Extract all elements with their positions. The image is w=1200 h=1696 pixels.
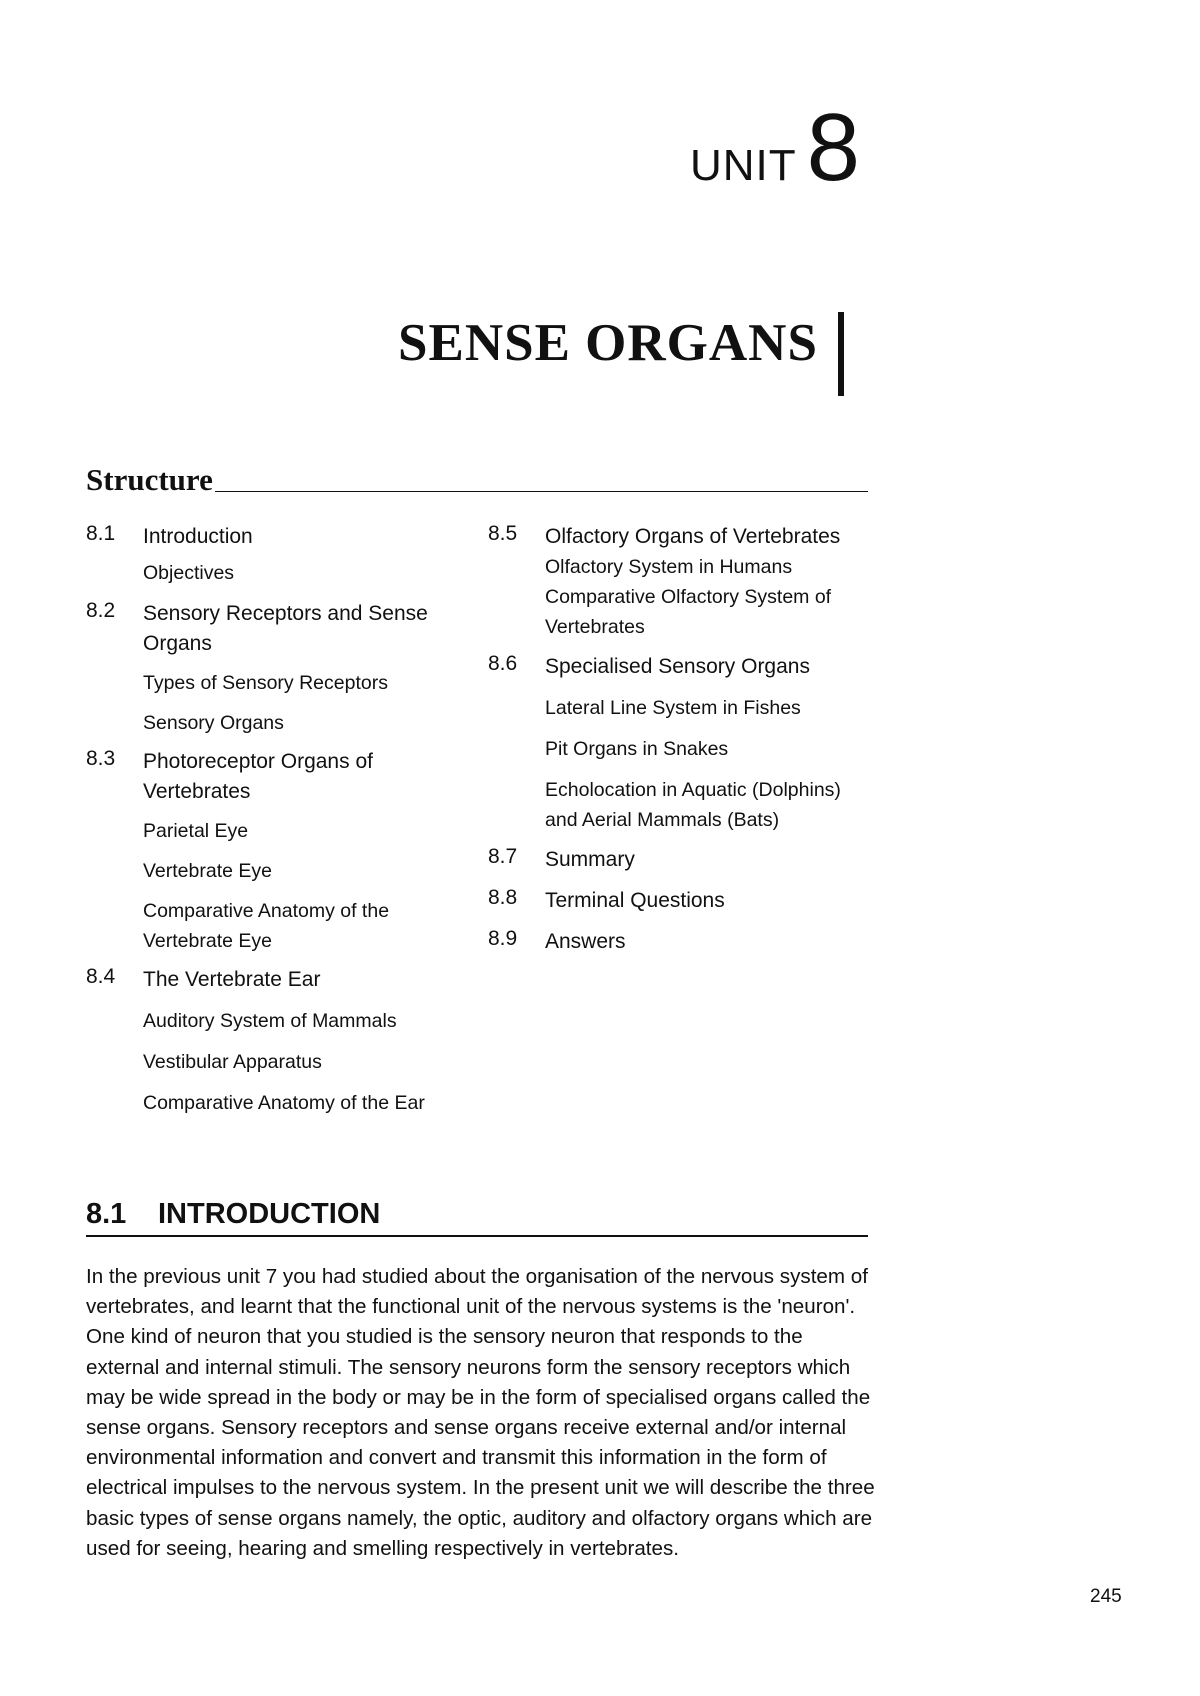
toc-subentry[interactable]: Auditory System of Mammals [143,1010,397,1032]
toc-number: 8.9 [488,927,518,950]
toc-number: 8.8 [488,886,518,909]
toc-number: 8.1 [86,522,116,545]
toc-subentry[interactable]: Vestibular Apparatus [143,1051,322,1073]
toc-subentry[interactable]: Olfactory System in Humans [545,556,793,578]
toc-entry[interactable] [86,965,466,995]
toc-entry[interactable] [488,927,878,957]
toc-entry[interactable] [86,599,466,659]
unit-word: UNIT [690,141,797,190]
unit-title: SENSE ORGANS [398,314,818,372]
toc-number: 8.4 [86,965,116,988]
toc-label: Terminal Questions [545,889,725,912]
toc-number: 8.7 [488,845,518,868]
page-number: 245 [1090,1586,1122,1607]
toc-subentry[interactable]: Parietal Eye [143,820,249,842]
toc-subentry[interactable]: Vertebrate Eye [143,860,272,882]
toc-number: 8.3 [86,747,116,770]
toc-subentry[interactable]: Echolocation in Aquatic (Dolphins) and Aerial Mammals (Bats) [545,779,841,831]
unit-number: 8 [806,94,861,201]
section-title: INTRODUCTION [158,1198,381,1230]
title-vertical-bar [838,312,844,396]
toc-number: 8.2 [86,599,116,622]
structure-heading-label: Structure [86,462,213,497]
toc-entry[interactable] [488,845,878,875]
toc-label: Answers [545,930,626,953]
toc-label: The Vertebrate Ear [143,968,321,991]
toc-label: Summary [545,848,635,871]
section-number: 8.1 [86,1198,127,1230]
intro-paragraph: In the previous unit 7 you had studied about the organisation of the nervous system of vertebrates, and learnt that the functional unit of the nervous systems is the 'neuron'. One kind of neuron that you studied is the sensory neuron that responds to the external and internal stimuli. The sensory neurons form the sensory receptors which may be wide spread in the body or may be in the form of specialised organs called the sense organs. Sensory receptors and sense organs receive external and/or internal environmental information and convert and transmit this information in the form of electrical impulses to the nervous system. In the present unit we will describe the three basic types of sense organs namely, the optic, auditory and olfactory organs which are used for seeing, hearing and smelling respectively in vertebrates. [86,1265,875,1560]
toc-subentry[interactable]: Comparative Olfactory System of Vertebrates [545,586,832,638]
toc-label: Photoreceptor Organs of Vertebrates [143,750,373,803]
toc-subentry[interactable]: Sensory Organs [143,712,284,734]
toc-subentry[interactable]: Types of Sensory Receptors [143,672,388,694]
toc-entry[interactable] [86,747,466,807]
toc-subentry[interactable]: Pit Organs in Snakes [545,738,729,760]
structure-heading [86,462,868,498]
toc-subentry[interactable]: Objectives [143,562,235,584]
toc-label: Introduction [143,525,253,548]
toc-entry[interactable] [86,522,466,552]
toc-left-column [86,522,466,1118]
toc-label: Specialised Sensory Organs [545,655,810,678]
toc-right-column [488,522,878,957]
toc-subentry[interactable]: Comparative Anatomy of the Vertebrate Eye [143,900,390,952]
toc-number: 8.5 [488,522,518,545]
toc-entry[interactable] [488,652,878,682]
toc-subentry[interactable]: Lateral Line System in Fishes [545,697,801,719]
toc-subentry[interactable]: Comparative Anatomy of the Ear [143,1092,425,1114]
toc-label: Olfactory Organs of Vertebrates [545,525,841,548]
toc-label: Sensory Receptors and Sense Organs [143,602,428,655]
toc-entry[interactable] [488,886,878,916]
toc-entry[interactable] [488,522,878,552]
toc-number: 8.6 [488,652,518,675]
section-heading [86,1198,868,1237]
structure-rule [215,491,868,492]
unit-heading [690,94,861,201]
